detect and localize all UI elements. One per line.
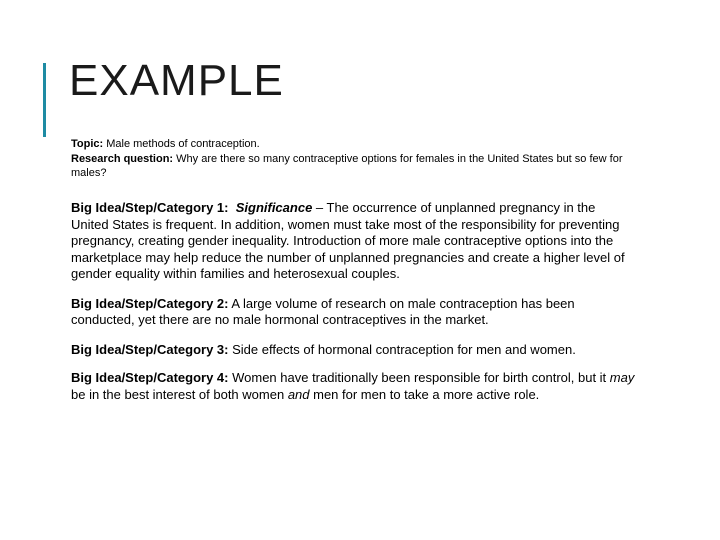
category-4-text-a: Women have traditionally been responsible for birth control, but it [228, 370, 610, 385]
category-4-text-c: men for men to take a more active role. [309, 386, 540, 402]
category-1-text: – The occurrence of unplanned pregnancy in the United States is frequent. In addition, women must take most of the responsibility for preventing pregnancy, creating gender inequality. Introduction of more male contraceptive options into the marketplace may help reduce the number of unplanned pregnancies and create a higher level of gender equality within families and heterosexual couples. [71, 200, 625, 281]
research-question-line [71, 152, 636, 180]
category-1-paragraph [71, 200, 636, 283]
category-2-paragraph [71, 296, 636, 329]
category-4-paragraph [71, 370, 636, 403]
research-question-label: Research question: [71, 153, 174, 165]
category-2-text: A large volume of research on male contraception has been conducted, yet there are no male hormonal contraceptives in the market. [71, 295, 575, 327]
slide-title: EXAMPLE [69, 56, 284, 105]
category-4-emphasis-and: and [287, 386, 310, 402]
category-4-label: Big Idea/Step/Category 4: [71, 370, 229, 385]
category-4-text-b: be in the best interest of both women [71, 386, 288, 402]
category-2-label: Big Idea/Step/Category 2: [71, 295, 229, 311]
topic-text: Male methods of contraception. [103, 138, 260, 150]
category-4-emphasis-may: may [609, 370, 635, 385]
category-3-paragraph [71, 342, 636, 359]
topic-label: Topic: [71, 138, 104, 150]
topic-line [71, 137, 636, 151]
category-3-text: Side effects of hormonal contraception for men and women. [228, 341, 576, 357]
research-question-text: Why are there so many contraceptive options for females in the United States but so few for males? [71, 153, 623, 179]
title-accent-bar [43, 63, 46, 137]
category-1-sub-label: Significance [235, 200, 313, 215]
category-3-label: Big Idea/Step/Category 3: [71, 341, 229, 357]
slide-body [71, 137, 636, 403]
category-1-label: Big Idea/Step/Category 1: [71, 200, 229, 215]
